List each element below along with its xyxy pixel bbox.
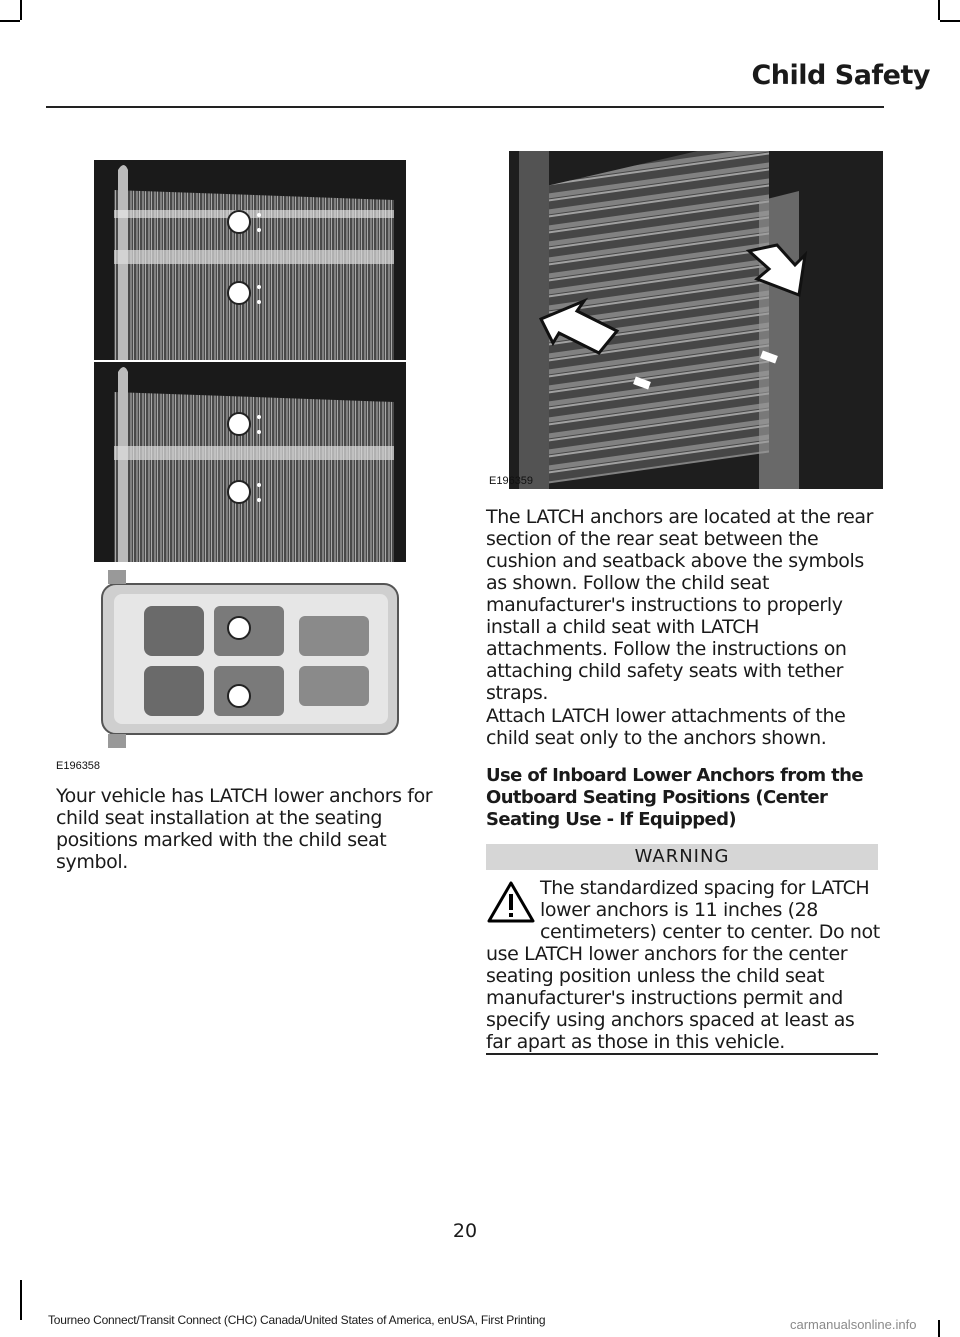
left-paragraph: Your vehicle has LATCH lower anchors for child seat installation at the seating positions marked with the child seat symbol. <box>56 785 433 873</box>
crop-mark <box>0 20 20 22</box>
vehicle-top-view-figure <box>94 566 406 756</box>
latch-anchor-figure <box>509 151 883 489</box>
rear-seat-figure-top <box>94 160 406 360</box>
warning-text-content: The standardized spacing for LATCH lower anchors is 11 inches (28 centimeters) center to center. Do not use LATCH lower anchors for the center seating position unless the child seat manufacturer's instructions permit and specify using anchors spaced at least as far apart as those in this vehicle. <box>486 877 880 1053</box>
crop-mark <box>938 0 940 20</box>
warning-divider <box>486 1053 878 1055</box>
crop-mark <box>20 0 22 20</box>
watermark: carmanualsonline.info <box>790 1317 917 1332</box>
right-paragraph-1: The LATCH anchors are located at the rear section of the rear seat between the cushion and seatback above the symbols as shown. Follow the child seat manufacturer's instructions to properly install a child seat with LATCH attachments. Follow the instructions on attaching child safety seats with tether straps. <box>486 506 874 704</box>
rear-seat-figure-middle <box>94 362 406 562</box>
page-footer: Tourneo Connect/Transit Connect (CHC) Canada/United States of America, enUSA, First Printing <box>48 1313 546 1327</box>
crop-mark <box>940 20 960 22</box>
warning-text <box>486 877 880 1053</box>
page-number: 20 <box>452 1220 478 1242</box>
header-divider <box>46 106 884 108</box>
figure-code-left: E196358 <box>56 760 101 772</box>
right-paragraph-2: Attach LATCH lower attachments of the child seat only to the anchors shown. <box>486 705 846 749</box>
crop-mark <box>938 1320 940 1337</box>
warning-label: WARNING <box>486 844 878 870</box>
page-title: Child Safety <box>751 60 930 91</box>
crop-mark <box>20 1280 22 1320</box>
section-subheading: Use of Inboard Lower Anchors from the Outboard Seating Positions (Center Seating Use - If Equipped) <box>486 765 863 830</box>
figure-code-right: E196359 <box>489 475 534 487</box>
